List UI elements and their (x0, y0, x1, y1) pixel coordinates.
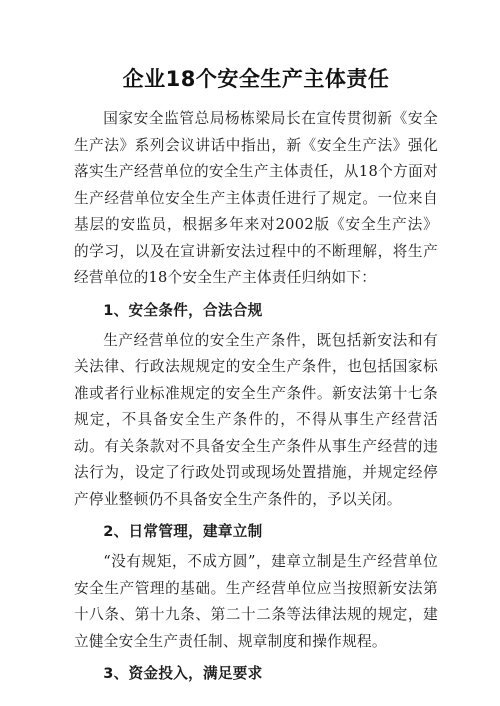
intro-paragraph: 国家安全监管总局杨栋梁局长在宣传贯彻新《安全生产法》系列会议讲话中指出，新《安全生产法》强化落实生产经营单位的安全生产主体责任，从18个方面对生产经营单位安全生产主体责任进行了规定。一位来自基层的安监员，根据多年来对2002版《安全生产法》的学习，以及在宣讲新安法过程中的不断理解，将生产经营单位的18个安全生产主体责任归纳如下： (74, 110, 438, 286)
section-2 (74, 519, 438, 655)
section-1 (74, 298, 438, 514)
section-heading: 1、安全条件，合法合规 (103, 301, 263, 319)
section-heading: 3、资金投入，满足要求 (103, 665, 263, 682)
section-3 (74, 661, 438, 687)
section-body: “没有规矩，不成方圆”，建章立制是生产经营单位安全生产管理的基础。生产经营单位应当按照新安法第十八条、第十九条、第二十二条等法律法规的规定，建立健全安全生产责任制、规章制度和操作规程。 (74, 553, 438, 650)
section-heading: 2、日常管理，建章立制 (103, 523, 263, 540)
document-title: 企业18个安全生产主体责任 (122, 67, 390, 91)
section-body: 生产经营单位的安全生产条件，既包括新安法和有关法律、行政法规规定的安全生产条件，也包括国家标准或者行业标准规定的安全生产条件。新安法第十七条规定，不具备安全生产条件的，不得从事生产经营活动。有关条款对不具备安全生产条件从事生产经营的违法行为，设定了行政处罚或现场处置措施，并规定经停产停业整顿仍不具备安全生产条件的，予以关闭。 (74, 331, 438, 508)
